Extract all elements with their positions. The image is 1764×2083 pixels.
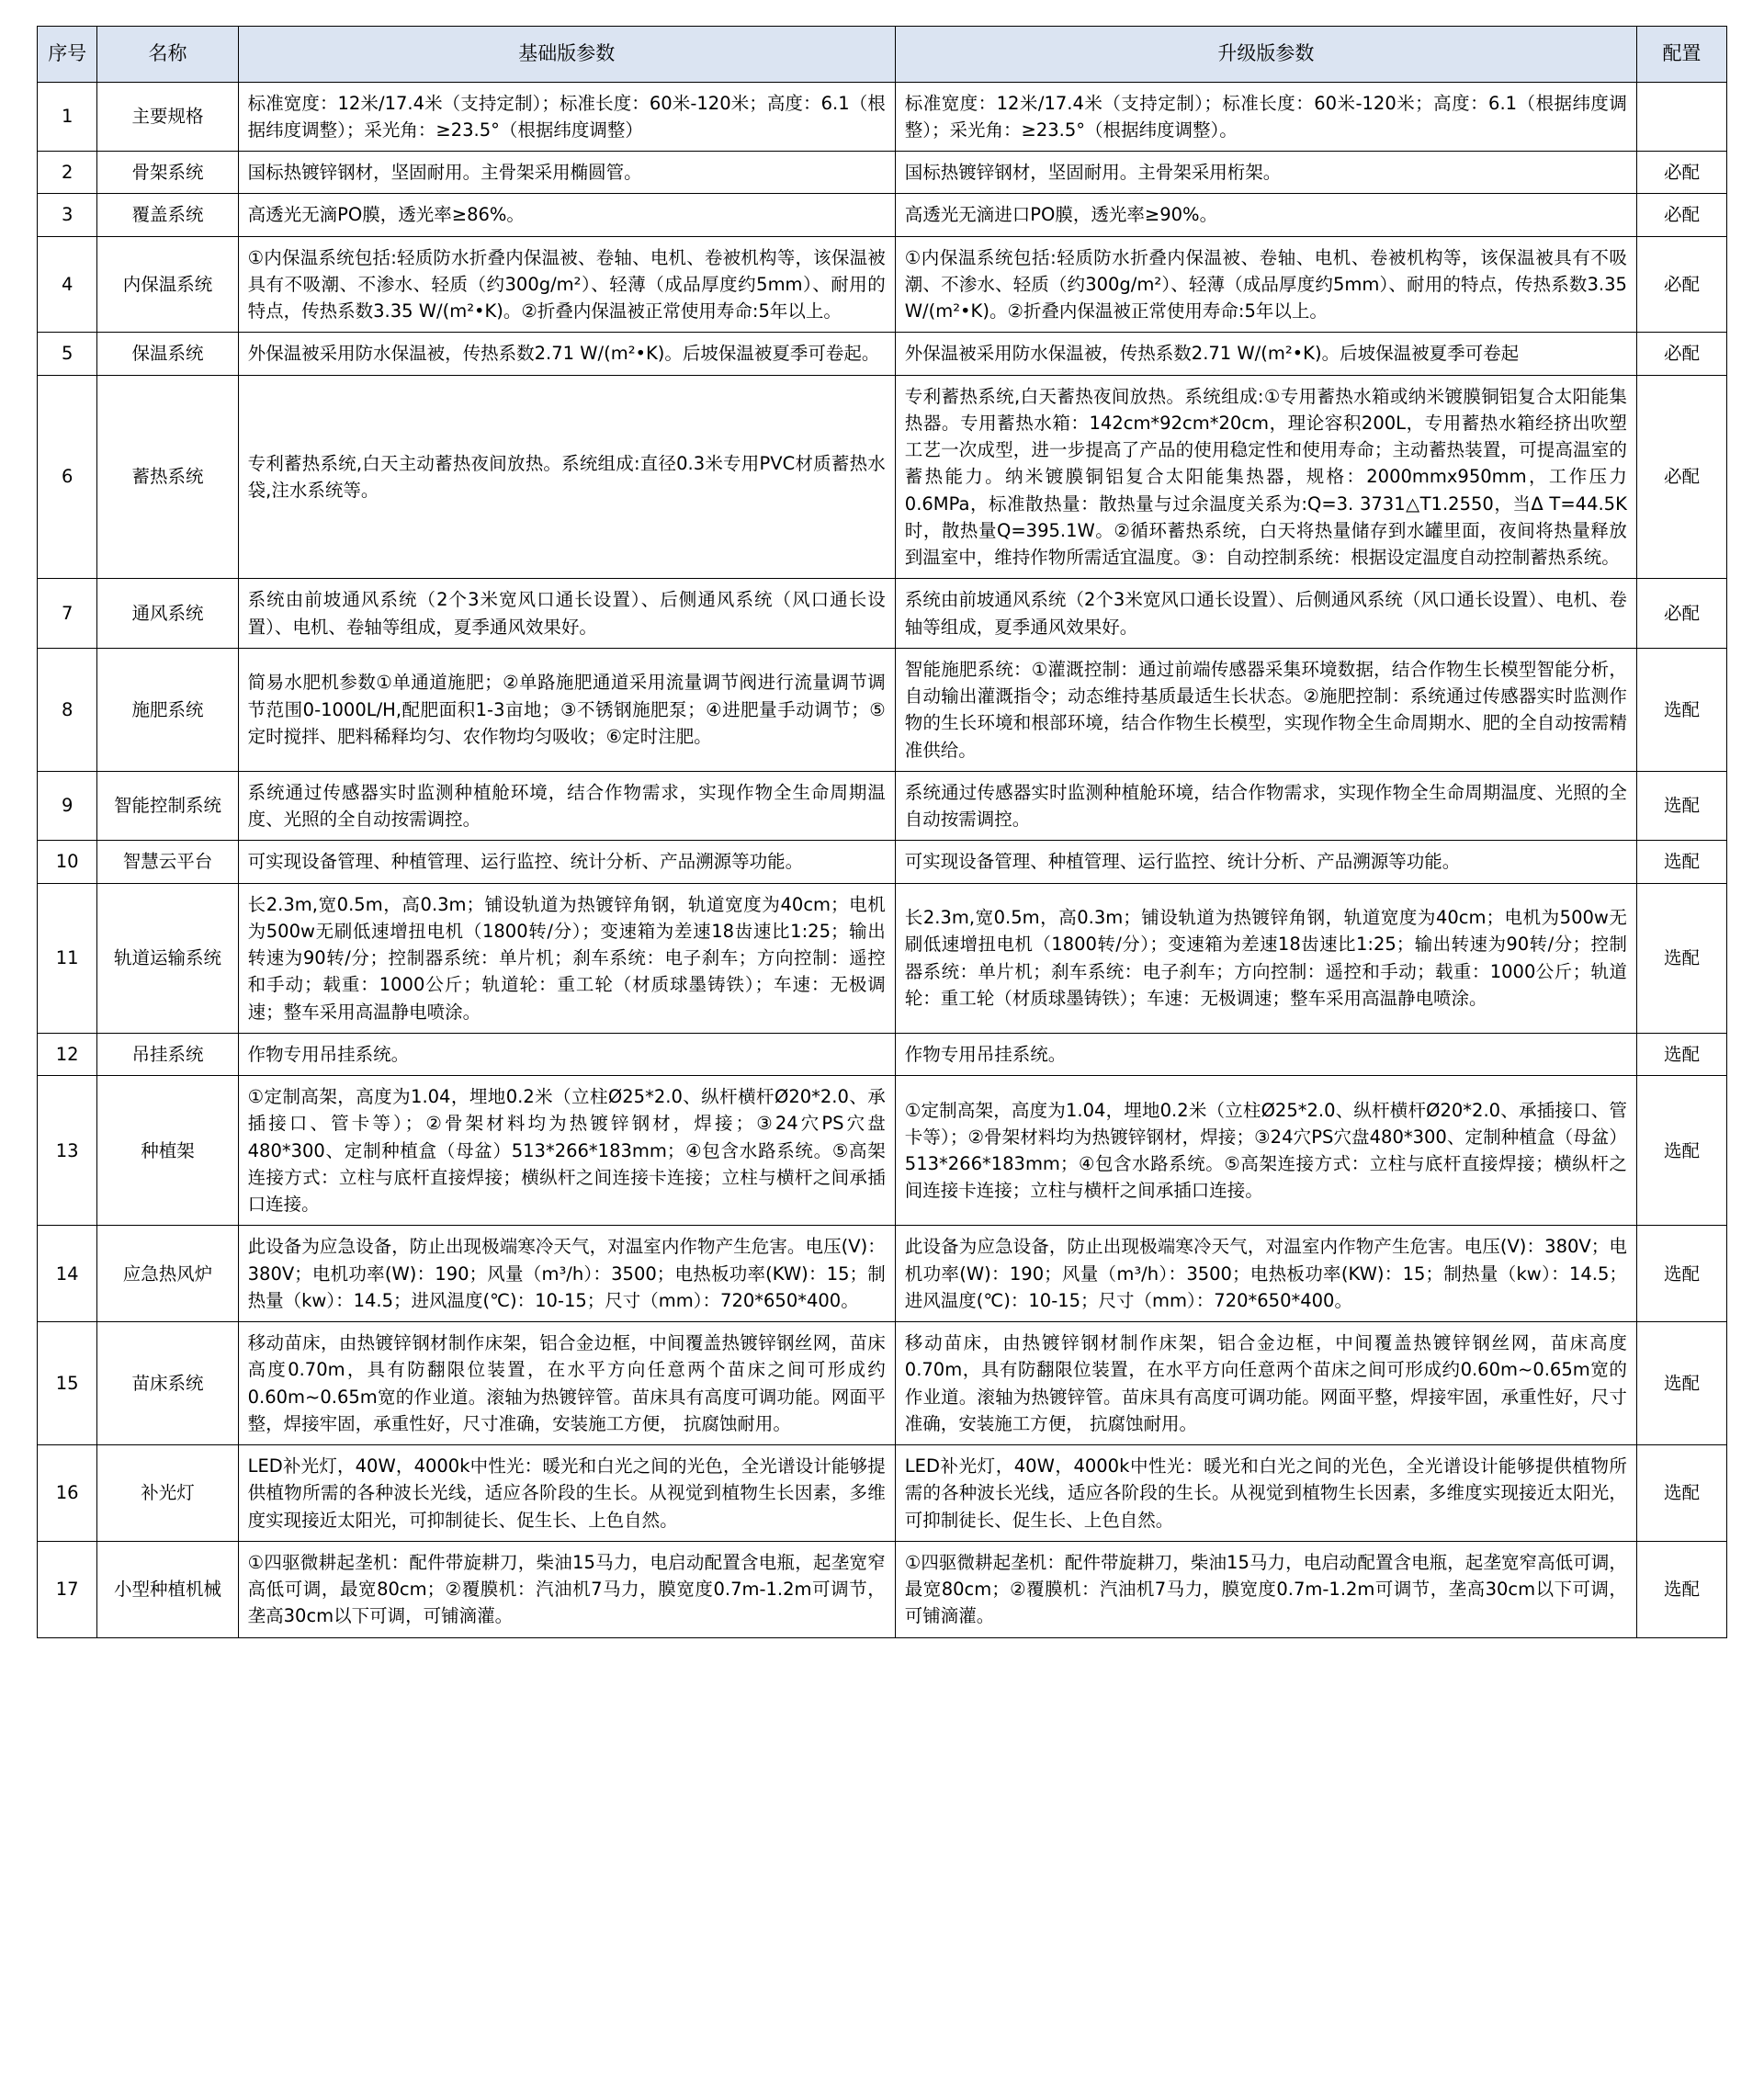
row-upgrade: 国标热镀锌钢材，坚固耐用。主骨架采用桁架。 — [895, 152, 1636, 194]
row-basic: ①内保温系统包括:轻质防水折叠内保温被、卷轴、电机、卷被机构等，该保温被具有不吸潮、不渗水、轻质（约300g/m²）、轻薄（成品厚度约5mm）、耐用的特点，传热系数3.35 W/(m²•K)。②折叠内保温被正常使用寿命:5年以上。 — [238, 236, 895, 333]
row-no: 4 — [38, 236, 97, 333]
row-upgrade: 系统通过传感器实时监测种植舱环境，结合作物需求，实现作物全生命周期温度、光照的全自动按需调控。 — [895, 771, 1636, 841]
row-name: 苗床系统 — [97, 1322, 238, 1445]
row-config: 选配 — [1636, 1322, 1726, 1445]
row-basic: 系统由前坡通风系统（2个3米宽风口通长设置）、后侧通风系统（风口通长设置）、电机、卷轴等组成，夏季通风效果好。 — [238, 579, 895, 649]
row-config: 选配 — [1636, 771, 1726, 841]
row-basic: 简易水肥机参数①单通道施肥；②单路施肥通道采用流量调节阀进行流量调节调节范围0-1000L/H,配肥面积1-3亩地；③不锈钢施肥泵；④进肥量手动调节；⑤定时搅拌、肥料稀释均匀、农作物均匀吸收；⑥定时注肥。 — [238, 648, 895, 771]
row-upgrade: 移动苗床，由热镀锌钢材制作床架，铝合金边框，中间覆盖热镀锌钢丝网，苗床高度0.70m，具有防翻限位装置，在水平方向任意两个苗床之间可形成约0.60m~0.65m宽的作业道。滚轴为热镀锌管。苗床具有高度可调功能。网面平整，焊接牢固，承重性好，尺寸准确，安装施工方便， 抗腐蚀耐用。 — [895, 1322, 1636, 1445]
row-config: 选配 — [1636, 841, 1726, 883]
row-basic: 系统通过传感器实时监测种植舱环境，结合作物需求，实现作物全生命周期温度、光照的全自动按需调控。 — [238, 771, 895, 841]
row-no: 9 — [38, 771, 97, 841]
row-no: 12 — [38, 1033, 97, 1075]
table-row — [38, 771, 1727, 841]
table-row — [38, 1445, 1727, 1542]
row-name: 内保温系统 — [97, 236, 238, 333]
row-name: 骨架系统 — [97, 152, 238, 194]
row-upgrade: ①内保温系统包括:轻质防水折叠内保温被、卷轴、电机、卷被机构等，该保温被具有不吸潮、不渗水、轻质（约300g/m²）、轻薄（成品厚度约5mm）、耐用的特点，传热系数3.35 W/(m²•K)。②折叠内保温被正常使用寿命:5年以上。 — [895, 236, 1636, 333]
row-name: 施肥系统 — [97, 648, 238, 771]
row-config: 选配 — [1636, 1541, 1726, 1637]
row-upgrade: 长2.3m,宽0.5m，高0.3m；铺设轨道为热镀锌角钢，轨道宽度为40cm；电机为500w无刷低速增扭电机（1800转/分）；变速箱为差速18齿速比1:25；输出转速为90转/分；控制器系统：单片机；刹车系统：电子刹车；方向控制：遥控和手动；载重：1000公斤；轨道轮：重工轮（材质球墨铸铁）；车速：无极调速；整车采用高温静电喷涂。 — [895, 883, 1636, 1033]
row-config: 必配 — [1636, 152, 1726, 194]
row-name: 覆盖系统 — [97, 194, 238, 236]
row-no: 16 — [38, 1445, 97, 1542]
row-no: 10 — [38, 841, 97, 883]
row-config: 必配 — [1636, 194, 1726, 236]
row-upgrade: LED补光灯，40W，4000k中性光：暖光和白光之间的光色，全光谱设计能够提供植物所需的各种波长光线，适应各阶段的生长。从视觉到植物生长因素，多维度实现接近太阳光，可抑制徒长、促生长、上色自然。 — [895, 1445, 1636, 1542]
table-row — [38, 1033, 1727, 1075]
row-basic: 国标热镀锌钢材，坚固耐用。主骨架采用椭圆管。 — [238, 152, 895, 194]
row-upgrade: 高透光无滴进口PO膜，透光率≥90%。 — [895, 194, 1636, 236]
row-name: 通风系统 — [97, 579, 238, 649]
row-config — [1636, 82, 1726, 152]
table-body — [38, 82, 1727, 1637]
row-name: 蓄热系统 — [97, 375, 238, 579]
table-row — [38, 1076, 1727, 1226]
row-name: 应急热风炉 — [97, 1226, 238, 1322]
row-no: 13 — [38, 1076, 97, 1226]
row-config: 选配 — [1636, 1226, 1726, 1322]
row-basic: 长2.3m,宽0.5m，高0.3m；铺设轨道为热镀锌角钢，轨道宽度为40cm；电机为500w无刷低速增扭电机（1800转/分）；变速箱为差速18齿速比1:25；输出转速为90转/分；控制器系统：单片机；刹车系统：电子刹车；方向控制：遥控和手动；载重：1000公斤；轨道轮：重工轮（材质球墨铸铁）；车速：无极调速；整车采用高温静电喷涂。 — [238, 883, 895, 1033]
row-config: 选配 — [1636, 1076, 1726, 1226]
row-name: 种植架 — [97, 1076, 238, 1226]
table-row — [38, 1541, 1727, 1637]
row-config: 必配 — [1636, 333, 1726, 375]
row-name: 主要规格 — [97, 82, 238, 152]
row-config: 选配 — [1636, 1445, 1726, 1542]
row-no: 8 — [38, 648, 97, 771]
row-no: 15 — [38, 1322, 97, 1445]
column-header-upgrade: 升级版参数 — [895, 27, 1636, 83]
table-row — [38, 1226, 1727, 1322]
row-no: 7 — [38, 579, 97, 649]
row-upgrade: 外保温被采用防水保温被，传热系数2.71 W/(m²•K)。后坡保温被夏季可卷起 — [895, 333, 1636, 375]
table-row — [38, 1322, 1727, 1445]
row-config: 必配 — [1636, 375, 1726, 579]
table-header-row — [38, 27, 1727, 83]
column-header-basic: 基础版参数 — [238, 27, 895, 83]
column-header-config: 配置 — [1636, 27, 1726, 83]
row-name: 轨道运输系统 — [97, 883, 238, 1033]
row-config: 选配 — [1636, 883, 1726, 1033]
row-name: 保温系统 — [97, 333, 238, 375]
row-no: 11 — [38, 883, 97, 1033]
row-basic: 移动苗床，由热镀锌钢材制作床架，铝合金边框，中间覆盖热镀锌钢丝网，苗床高度0.70m，具有防翻限位装置，在水平方向任意两个苗床之间可形成约0.60m~0.65m宽的作业道。滚轴为热镀锌管。苗床具有高度可调功能。网面平整，焊接牢固，承重性好，尺寸准确，安装施工方便， 抗腐蚀耐用。 — [238, 1322, 895, 1445]
row-no: 1 — [38, 82, 97, 152]
row-name: 吊挂系统 — [97, 1033, 238, 1075]
table-row — [38, 236, 1727, 333]
row-config: 必配 — [1636, 579, 1726, 649]
row-no: 2 — [38, 152, 97, 194]
row-config: 选配 — [1636, 648, 1726, 771]
specification-table — [37, 26, 1727, 1638]
row-basic: 此设备为应急设备，防止出现极端寒冷天气，对温室内作物产生危害。电压(V)：380V；电机功率(W)：190；风量（m³/h）：3500；电热板功率(KW)：15；制热量（kw）：14.5；进风温度(℃)：10-15；尺寸（mm）：720*650*400。 — [238, 1226, 895, 1322]
row-basic: 作物专用吊挂系统。 — [238, 1033, 895, 1075]
table-row — [38, 82, 1727, 152]
row-basic: 标准宽度：12米/17.4米（支持定制）；标准长度：60米-120米；高度：6.1（根据纬度调整）；采光角：≥23.5°（根据纬度调整） — [238, 82, 895, 152]
row-name: 智慧云平台 — [97, 841, 238, 883]
row-name: 智能控制系统 — [97, 771, 238, 841]
row-no: 6 — [38, 375, 97, 579]
table-row — [38, 648, 1727, 771]
row-basic: 专利蓄热系统,白天主动蓄热夜间放热。系统组成:直径0.3米专用PVC材质蓄热水袋,注水系统等。 — [238, 375, 895, 579]
row-basic: 可实现设备管理、种植管理、运行监控、统计分析、产品溯源等功能。 — [238, 841, 895, 883]
row-upgrade: 可实现设备管理、种植管理、运行监控、统计分析、产品溯源等功能。 — [895, 841, 1636, 883]
row-upgrade: 专利蓄热系统,白天蓄热夜间放热。系统组成:①专用蓄热水箱或纳米镀膜铜铝复合太阳能集热器。专用蓄热水箱：142cm*92cm*20cm，理论容积200L，专用蓄热水箱经挤出吹塑工艺一次成型，进一步提高了产品的使用稳定性和使用寿命；主动蓄热装置，可提高温室的蓄热能力。纳米镀膜铜铝复合太阳能集热器，规格：2000mmx950mm，工作压力0.6MPa，标准散热量：散热量与过余温度关系为:Q=3. 3731△T1.2550，当Δ T=44.5K时，散热量Q=395.1W。②循环蓄热系统，白天将热量储存到水罐里面，夜间将热量释放到温室中，维持作物所需适宜温度。③：自动控制系统：根据设定温度自动控制蓄热系统。 — [895, 375, 1636, 579]
row-name: 小型种植机械 — [97, 1541, 238, 1637]
table-row — [38, 883, 1727, 1033]
column-header-no: 序号 — [38, 27, 97, 83]
row-name: 补光灯 — [97, 1445, 238, 1542]
table-row — [38, 841, 1727, 883]
row-no: 17 — [38, 1541, 97, 1637]
row-config: 必配 — [1636, 236, 1726, 333]
table-row — [38, 375, 1727, 579]
row-config: 选配 — [1636, 1033, 1726, 1075]
table-row — [38, 194, 1727, 236]
table-row — [38, 152, 1727, 194]
row-basic: 外保温被采用防水保温被，传热系数2.71 W/(m²•K)。后坡保温被夏季可卷起。 — [238, 333, 895, 375]
row-no: 3 — [38, 194, 97, 236]
row-basic: ①四驱微耕起垄机：配件带旋耕刀，柴油15马力，电启动配置含电瓶，起垄宽窄高低可调，最宽80cm；②覆膜机：汽油机7马力，膜宽度0.7m-1.2m可调节，垄高30cm以下可调，可铺滴灌。 — [238, 1541, 895, 1637]
row-no: 5 — [38, 333, 97, 375]
table-row — [38, 333, 1727, 375]
table-row — [38, 579, 1727, 649]
row-upgrade: 系统由前坡通风系统（2个3米宽风口通长设置）、后侧通风系统（风口通长设置）、电机、卷轴等组成，夏季通风效果好。 — [895, 579, 1636, 649]
row-upgrade: ①定制高架，高度为1.04，埋地0.2米（立柱Ø25*2.0、纵杆横杆Ø20*2.0、承插接口、管卡等）；②骨架材料均为热镀锌钢材，焊接；③24穴PS穴盘480*300、定制种植盒（母盆）513*266*183mm；④包含水路系统。⑤高架连接方式：立柱与底杆直接焊接；横纵杆之间连接卡连接；立柱与横杆之间承插口连接。 — [895, 1076, 1636, 1226]
row-no: 14 — [38, 1226, 97, 1322]
row-upgrade: 标准宽度：12米/17.4米（支持定制）；标准长度：60米-120米；高度：6.1（根据纬度调整）；采光角：≥23.5°（根据纬度调整）。 — [895, 82, 1636, 152]
row-upgrade: ①四驱微耕起垄机：配件带旋耕刀，柴油15马力，电启动配置含电瓶，起垄宽窄高低可调，最宽80cm；②覆膜机：汽油机7马力，膜宽度0.7m-1.2m可调节，垄高30cm以下可调，可铺滴灌。 — [895, 1541, 1636, 1637]
row-upgrade: 智能施肥系统：①灌溉控制：通过前端传感器采集环境数据，结合作物生长模型智能分析，自动输出灌溉指令；动态维持基质最适生长状态。②施肥控制：系统通过传感器实时监测作物的生长环境和根部环境，结合作物生长模型，实现作物全生命周期水、肥的全自动按需精准供给。 — [895, 648, 1636, 771]
row-basic: 高透光无滴PO膜，透光率≥86%。 — [238, 194, 895, 236]
column-header-name: 名称 — [97, 27, 238, 83]
row-upgrade: 此设备为应急设备，防止出现极端寒冷天气，对温室内作物产生危害。电压(V)：380V；电机功率(W)：190；风量（m³/h）：3500；电热板功率(KW)：15；制热量（kw）：14.5；进风温度(℃)：10-15；尺寸（mm）：720*650*400。 — [895, 1226, 1636, 1322]
row-upgrade: 作物专用吊挂系统。 — [895, 1033, 1636, 1075]
row-basic: LED补光灯，40W，4000k中性光：暖光和白光之间的光色，全光谱设计能够提供植物所需的各种波长光线，适应各阶段的生长。从视觉到植物生长因素，多维度实现接近太阳光，可抑制徒长、促生长、上色自然。 — [238, 1445, 895, 1542]
row-basic: ①定制高架，高度为1.04，埋地0.2米（立柱Ø25*2.0、纵杆横杆Ø20*2.0、承插接口、管卡等）；②骨架材料均为热镀锌钢材，焊接；③24穴PS穴盘480*300、定制种植盒（母盆）513*266*183mm；④包含水路系统。⑤高架连接方式：立柱与底杆直接焊接；横纵杆之间连接卡连接；立柱与横杆之间承插口连接。 — [238, 1076, 895, 1226]
